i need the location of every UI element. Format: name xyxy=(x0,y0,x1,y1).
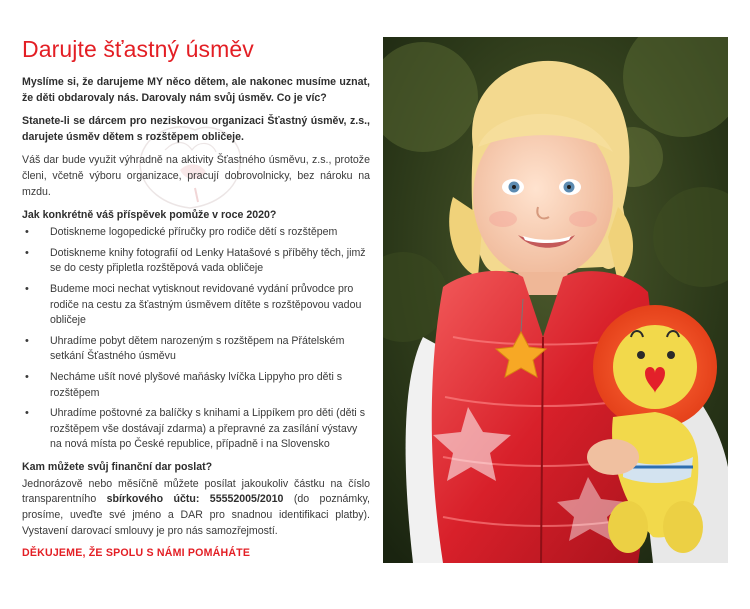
text-column xyxy=(22,36,370,559)
help-list xyxy=(22,225,370,453)
where-heading: Kam můžete svůj finanční dar poslat? xyxy=(22,460,213,473)
photo-illustration xyxy=(383,37,728,563)
account-number: sbírkového účtu: 55552005/2010 xyxy=(106,493,284,506)
donor-paragraph: Stanete-li se dárcem pro neziskovou organizaci Šťastný úsměv, z.s., darujete úsměv dětem s rozštěpem obličeje. xyxy=(22,115,370,143)
intro-paragraph: Myslíme si, že darujeme MY něco dětem, ale nakonec musíme uznat, že děti obdarovaly nás. Darovaly nám svůj úsměv. Co je víc? xyxy=(22,76,370,104)
bullet-icon: • xyxy=(25,334,29,347)
bullet-icon: • xyxy=(25,407,29,420)
child-with-plush-lion-photo xyxy=(383,37,728,563)
list-item: • Budeme moci nechat vytisknout revidované vydání průvodce pro rodiče na cestu za šťastným úsměvem dítěte s rozštěpovou vadou obličeje xyxy=(25,282,362,327)
usage-paragraph: Váš dar bude využit výhradně na aktivity Šťastného úsměvu, z.s., protože členi, včetně výboru organizace, pracují dobrovolnicky, bez nároku na mzdu. xyxy=(22,154,370,198)
where-paragraph: Jednorázově nebo měsíčně můžete posílat jakoukoliv částku na číslo transparentního sbírkového účtu: 55552005/2010 (do poznámky, prosíme, uveďte své jméno a DAR pro snadnou identifikaci platby). Vystavení darovací smlouvy je pro nás samozřejmostí. xyxy=(22,477,370,537)
bullet-icon: • xyxy=(25,226,29,239)
help-heading: Jak konkrétně váš příspěvek pomůže v roce 2020? xyxy=(22,209,277,222)
thanks-line: DĚKUJEME, ŽE SPOLU S NÁMI POMÁHÁTE xyxy=(22,547,251,560)
page-title: Darujte šťastný úsměv xyxy=(22,36,254,62)
list-item: • Dotiskneme knihy fotografií od Lenky Hatašové s příběhy těch, jimž se do cesty připletla rozštěpová vada obličeje xyxy=(25,246,366,275)
list-item: • Uhradíme poštovné za balíčky s knihami a Lippíkem pro děti (děti s rozštěpem vše dostávají zdarma) a přepravné za zasílání výstavy na nová místa po České republice, případně i na Slovensko xyxy=(25,407,366,451)
list-item: • Dotiskneme logopedické příručky pro rodiče dětí s rozštěpem xyxy=(22,225,370,241)
bullet-icon: • xyxy=(25,246,29,259)
bullet-icon: • xyxy=(25,370,29,383)
list-item: • Necháme ušít nové plyšové maňásky lvíčka Lippyho pro děti s rozštěpem xyxy=(25,370,343,399)
list-item: • Uhradíme pobyt dětem narozeným s rozštěpem na Přátelském setkání Šťastného úsměvu xyxy=(25,334,345,363)
bullet-icon: • xyxy=(25,282,29,295)
